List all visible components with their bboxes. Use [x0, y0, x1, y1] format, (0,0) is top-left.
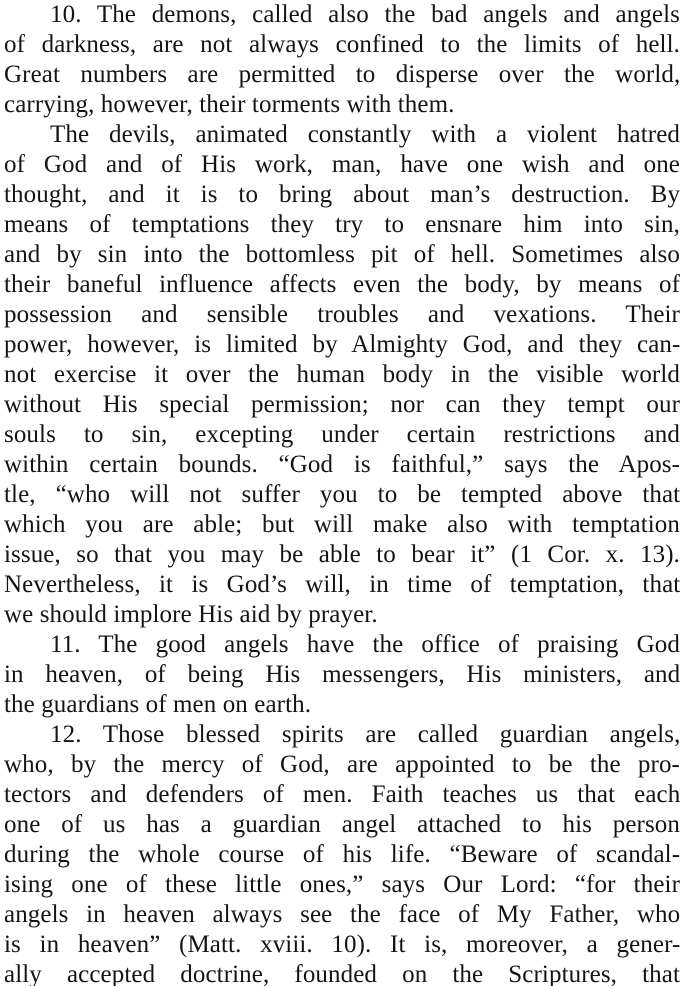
text-line: thought, and it is to bring about man’s destruction. By: [4, 181, 680, 208]
text-line: their baneful influence affects even the body, by means of: [4, 271, 680, 298]
text-line: during the whole course of his life. “Beware of scandal-: [4, 841, 680, 868]
text-line: carrying, however, their torments with them.: [4, 91, 455, 118]
text-line: of darkness, are not always confined to the limits of hell.: [4, 31, 680, 58]
text-line: Nevertheless, it is God’s will, in time of temptation, that: [4, 571, 680, 598]
text-line: and by sin into the bottomless pit of hell. Sometimes also: [4, 241, 680, 268]
text-line: is in heaven” (Matt. xviii. 10). It is, moreover, a gener-: [4, 931, 680, 958]
text-line: tle, “who will not suffer you to be tempted above that: [4, 481, 680, 508]
paragraph-guardian-angels: [4, 720, 680, 986]
paragraph-demons: [4, 0, 680, 120]
text-line: means of temptations they try to ensnare him into sin,: [4, 211, 680, 238]
text-line: power, however, is limited by Almighty God, and they can-: [4, 331, 680, 358]
text-line: The devils, animated constantly with a violent hatred: [50, 121, 680, 148]
paragraph-devils: [4, 120, 680, 630]
text-line: 10. The demons, called also the bad angels and angels: [50, 1, 680, 28]
text-line: ally accepted doctrine, founded on the Scriptures, that: [4, 961, 680, 986]
text-line: possession and sensible troubles and vexations. Their: [4, 301, 680, 328]
text-line: of God and of His work, man, have one wish and one: [4, 151, 680, 178]
text-line: we should implore His aid by prayer.: [4, 601, 378, 628]
text-line: which you are able; but will make also with temptation: [4, 511, 680, 538]
text-line: Great numbers are permitted to disperse over the world,: [4, 61, 680, 88]
text-line: not exercise it over the human body in the visible world: [4, 361, 680, 388]
text-line: issue, so that you may be able to bear it” (1 Cor. x. 13).: [4, 541, 680, 568]
text-line: 12. Those blessed spirits are called guardian angels,: [50, 721, 680, 748]
scanned-book-page: [4, 0, 680, 986]
text-line: ising one of these little ones,” says Our Lord: “for their: [4, 871, 680, 898]
text-line: angels in heaven always see the face of My Father, who: [4, 901, 680, 928]
text-line: in heaven, of being His messengers, His ministers, and: [4, 661, 680, 688]
text-line: one of us has a guardian angel attached to his person: [4, 811, 680, 838]
paragraph-good-angels: [4, 630, 680, 720]
text-line: the guardians of men on earth.: [4, 691, 312, 718]
text-line: within certain bounds. “God is faithful,” says the Apos-: [4, 451, 680, 478]
text-line: souls to sin, excepting under certain restrictions and: [4, 421, 680, 448]
text-line: 11. The good angels have the office of praising God: [50, 631, 680, 658]
text-line: who, by the mercy of God, are appointed to be the pro-: [4, 751, 680, 778]
text-line: tectors and defenders of men. Faith teaches us that each: [4, 781, 680, 808]
text-line: without His special permission; nor can they tempt our: [4, 391, 680, 418]
